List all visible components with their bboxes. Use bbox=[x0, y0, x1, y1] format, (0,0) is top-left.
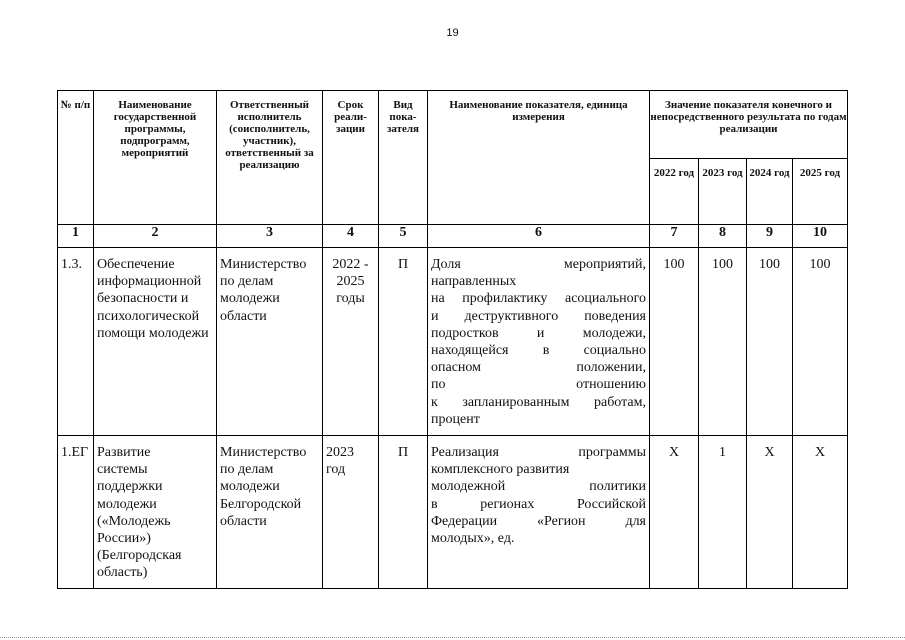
program-name bbox=[94, 436, 217, 589]
row-number: 1.ЕГ bbox=[58, 436, 94, 589]
program-name-line: поддержки bbox=[97, 479, 163, 495]
header-year-2024: 2024 год bbox=[747, 159, 793, 225]
indicator-type: П bbox=[379, 248, 428, 436]
column-number: 10 bbox=[793, 225, 848, 248]
indicator-line: молодежной политики bbox=[431, 479, 646, 495]
header-row-top bbox=[58, 91, 848, 159]
indicator-line: опасном положении, bbox=[431, 360, 646, 376]
column-number: 3 bbox=[217, 225, 323, 248]
column-number: 6 bbox=[428, 225, 650, 248]
program-name-line: России») bbox=[97, 531, 151, 547]
executor-line: по делам bbox=[220, 462, 274, 478]
header-col-executor: Ответственный исполнитель (соисполнитель, участник), ответственный за реализацию bbox=[217, 91, 323, 225]
column-number: 7 bbox=[650, 225, 699, 248]
table-row bbox=[58, 248, 848, 436]
page-number: 19 bbox=[446, 27, 459, 39]
value-2022: 100 bbox=[650, 248, 699, 436]
indicator-name bbox=[428, 248, 650, 436]
executor-line: молодежи bbox=[220, 479, 280, 495]
table-row bbox=[58, 436, 848, 589]
value-2023: 1 bbox=[699, 436, 747, 589]
column-number: 9 bbox=[747, 225, 793, 248]
column-number: 1 bbox=[58, 225, 94, 248]
indicator-line: и деструктивного поведения bbox=[431, 308, 646, 324]
program-name-line: системы bbox=[97, 462, 148, 478]
header-col-period: Срок реали-зации bbox=[323, 91, 379, 225]
row-number: 1.3. bbox=[58, 248, 94, 436]
indicator-line: находящейся в социально bbox=[431, 343, 646, 359]
indicator-line: к запланированным работам, bbox=[431, 394, 646, 410]
program-name-line: («Молодежь bbox=[97, 513, 171, 529]
column-number-row bbox=[58, 225, 848, 248]
responsible-executor: Министерство по делам молодежи области bbox=[217, 248, 323, 436]
header-year-2022: 2022 год bbox=[650, 159, 699, 225]
value-2022: X bbox=[650, 436, 699, 589]
program-name-line: Развитие bbox=[97, 445, 151, 460]
indicator-line: молодых», ед. bbox=[431, 531, 515, 547]
value-2025: X bbox=[793, 436, 848, 589]
column-number: 8 bbox=[699, 225, 747, 248]
executor-line: Министерство bbox=[220, 445, 307, 460]
program-name-line: область) bbox=[97, 565, 148, 581]
header-col-indicator: Наименование показателя, единица измерения bbox=[428, 91, 650, 225]
implementation-period: 2023 год bbox=[323, 436, 379, 589]
indicator-type: П bbox=[379, 436, 428, 589]
program-name-line: (Белгородская bbox=[97, 548, 182, 564]
column-number: 5 bbox=[379, 225, 428, 248]
program-indicators-table bbox=[57, 90, 848, 589]
indicator-line: по отношению bbox=[431, 377, 646, 393]
indicator-line: Федерации «Регион для bbox=[431, 513, 646, 529]
executor-line: области bbox=[220, 513, 267, 529]
indicator-line: направленных bbox=[431, 274, 517, 290]
header-year-2023: 2023 год bbox=[699, 159, 747, 225]
responsible-executor bbox=[217, 436, 323, 589]
indicator-line: подростков и молодежи, bbox=[431, 325, 646, 341]
page-bottom-edge bbox=[0, 635, 905, 638]
header-col-program: Наименование государственной программы, подпрограмм, мероприятий bbox=[94, 91, 217, 225]
header-col-num: № п/п bbox=[58, 91, 94, 225]
value-2023: 100 bbox=[699, 248, 747, 436]
executor-line: Белгородской bbox=[220, 496, 302, 512]
value-2024: X bbox=[747, 436, 793, 589]
indicator-line: Реализация программы bbox=[431, 445, 646, 460]
column-number: 4 bbox=[323, 225, 379, 248]
indicator-line: на профилактику асоциального bbox=[431, 291, 646, 307]
program-name: Обеспечение информационной безопасности и психологической помощи молодежи bbox=[94, 248, 217, 436]
indicator-line: процент bbox=[431, 411, 480, 427]
indicator-line: Доля мероприятий, bbox=[431, 257, 646, 272]
header-col-type: Вид пока-зателя bbox=[379, 91, 428, 225]
header-values-group: Значение показателя конечного и непосредственного результата по годам реализации bbox=[650, 91, 848, 159]
value-2024: 100 bbox=[747, 248, 793, 436]
value-2025: 100 bbox=[793, 248, 848, 436]
column-number: 2 bbox=[94, 225, 217, 248]
header-year-2025: 2025 год bbox=[793, 159, 848, 225]
indicator-line: в регионах Российской bbox=[431, 496, 646, 512]
indicator-line: комплексного развития bbox=[431, 462, 570, 478]
indicator-name bbox=[428, 436, 650, 589]
program-name-line: молодежи bbox=[97, 496, 157, 512]
implementation-period: 2022 - 2025 годы bbox=[323, 248, 379, 436]
